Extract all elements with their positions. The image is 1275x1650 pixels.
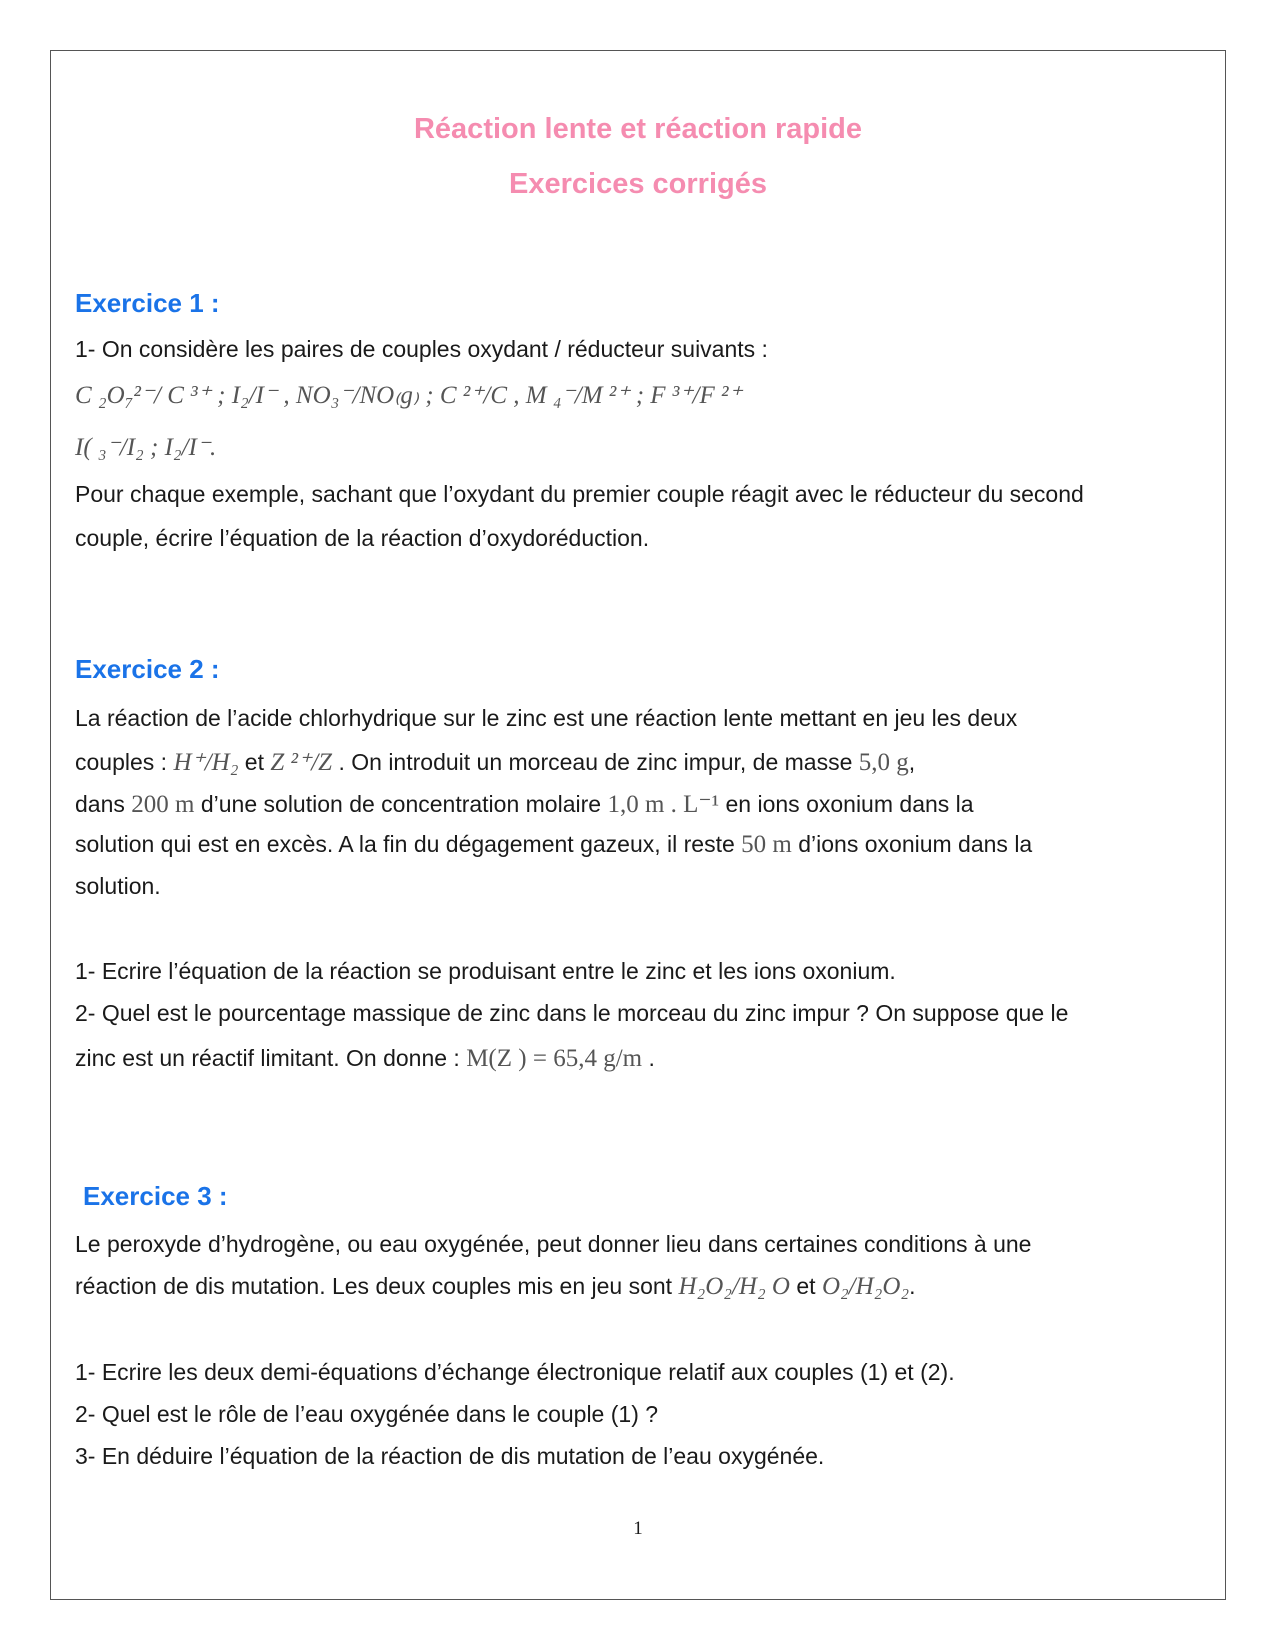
exercise-1-text-line-1: Pour chaque exemple, sachant que l’oxydant du premier couple réagit avec le réducteur du second (75, 481, 1084, 507)
text-segment: , (908, 749, 916, 775)
text-segment: et (789, 1273, 822, 1299)
page-number: 1 (633, 1518, 643, 1539)
exercise-2-line-2 (75, 747, 915, 777)
text-segment: et (238, 749, 271, 775)
formula-mass: 5,0 g (858, 749, 909, 776)
exercise-2-heading: Exercice 2 : (75, 654, 220, 684)
text-segment: solution qui est en excès. A la fin du dégagement gazeux, il reste (75, 831, 742, 857)
exercise-2-question-2-cont (75, 1045, 655, 1073)
exercise-1-formula-line-1: C ₂O₇²⁻/ C ³⁺ ; I₂/I⁻ , NO₃⁻/NO₍g₎ ; C ²⁺/C , M ₄⁻/M ²⁺ ; F ³⁺/F ²⁺ (75, 382, 742, 409)
formula-quantity: 50 m (741, 831, 792, 858)
exercise-2-line-1: La réaction de l’acide chlorhydrique sur le zinc est une réaction lente mettant en jeu les deux (75, 705, 1018, 731)
text-segment: en ions oxonium dans la (719, 791, 974, 817)
exercise-3-line-1: Le peroxyde d’hydrogène, ou eau oxygénée, peut donner lieu dans certaines conditions à une (75, 1231, 1032, 1257)
exercise-3-question-1: 1- Ecrire les deux demi-équations d’échange électronique relatif aux couples (1) et (2). (75, 1359, 955, 1385)
formula-concentration: 1,0 m . L⁻¹ (607, 791, 720, 818)
text-segment: réaction de dis mutation. Les deux couples mis en jeu sont (75, 1273, 679, 1299)
text-segment: . On introduit un morceau de zinc impur, de masse (332, 749, 859, 775)
formula-zn-couple: Z ²⁺/Z (270, 749, 333, 776)
text-segment: . (642, 1045, 655, 1071)
exercise-1-question: 1- On considère les paires de couples oxydant / réducteur suivants : (75, 336, 768, 362)
text-segment: zinc est un réactif limitant. On donne : (75, 1045, 467, 1071)
text-segment: dans (75, 791, 132, 817)
text-segment: d’une solution de concentration molaire (194, 791, 608, 817)
exercise-3-heading: Exercice 3 : (83, 1181, 228, 1211)
formula-h-couple: H⁺/H₂ (173, 749, 239, 776)
text-segment: . (909, 1273, 916, 1299)
exercise-2-line-3 (75, 789, 974, 819)
exercise-1-formula-line-2: I( ₃⁻/I₂ ; I₂/I⁻. (75, 434, 217, 461)
exercise-2-question-1: 1- Ecrire l’équation de la réaction se produisant entre le zinc et les ions oxonium. (75, 958, 896, 984)
exercise-3-line-2 (75, 1273, 916, 1301)
formula-volume: 200 m (131, 791, 195, 818)
exercise-3-question-2: 2- Quel est le rôle de l’eau oxygénée dans le couple (1) ? (75, 1401, 659, 1427)
exercise-2-line-4 (75, 831, 1032, 859)
formula-molar-mass: M(Z ) = 65,4 g/m (466, 1045, 643, 1072)
exercise-2-question-2: 2- Quel est le pourcentage massique de zinc dans le morceau du zinc impur ? On suppose que le (75, 1000, 1069, 1026)
text-segment: couples : (75, 749, 174, 775)
exercise-2-line-5: solution. (75, 873, 161, 899)
formula-o2-couple: O₂/H₂O₂ (821, 1273, 910, 1300)
document-subtitle: Exercices corrigés (509, 168, 767, 200)
text-segment: d’ions oxonium dans la (791, 831, 1033, 857)
exercise-1-heading: Exercice 1 : (75, 288, 220, 318)
exercise-1-text-line-2: couple, écrire l’équation de la réaction d’oxydoréduction. (75, 525, 650, 551)
formula-h2o2-couple: H₂O₂/H₂ O (678, 1273, 790, 1300)
exercise-3-question-3: 3- En déduire l’équation de la réaction de dis mutation de l’eau oxygénée. (75, 1443, 825, 1469)
document-title: Réaction lente et réaction rapide (413, 113, 862, 145)
